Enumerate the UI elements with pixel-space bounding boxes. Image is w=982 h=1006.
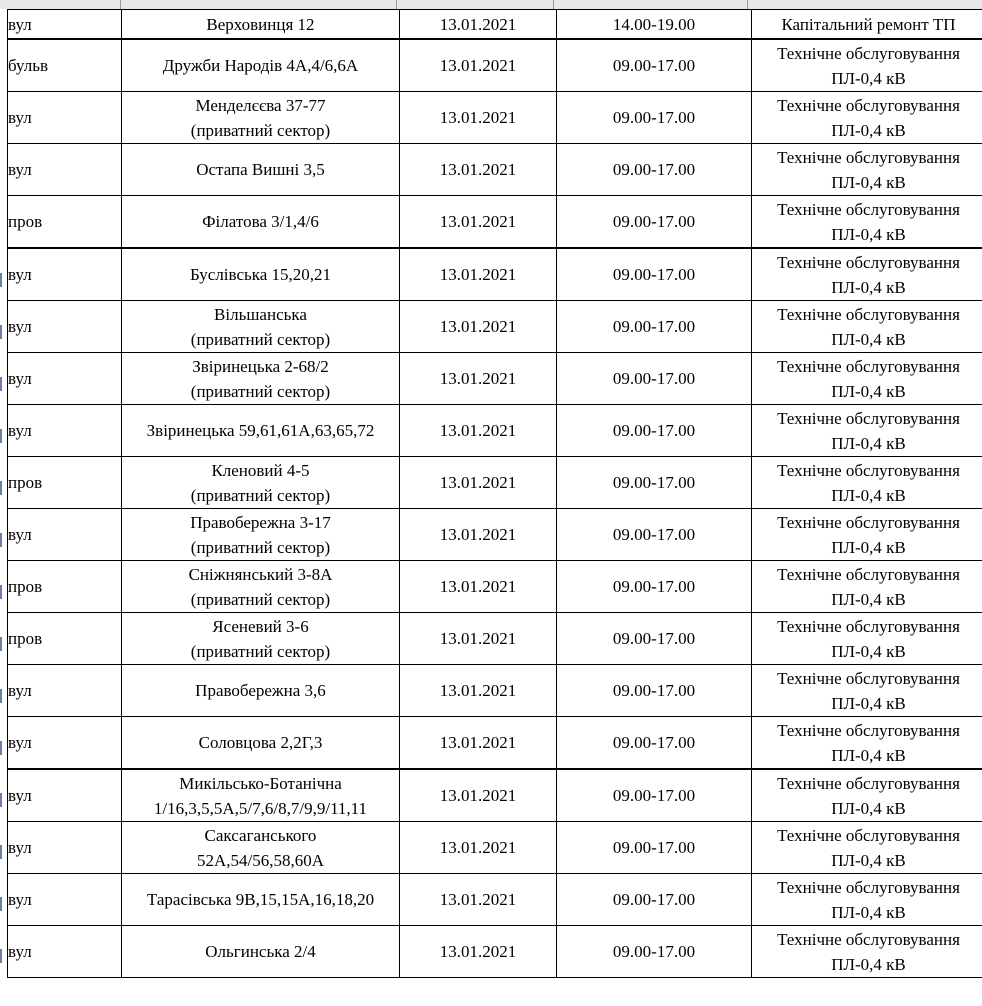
address-cell-line: (приватний сектор) (190, 120, 331, 140)
time-cell[interactable]: 09.00-17.00 (557, 769, 752, 822)
table-row (8, 39, 982, 92)
address-cell-line: Саксаганського (204, 825, 317, 845)
work-type-cell-line: Технічне обслуговування (777, 252, 960, 272)
address-cell-line: Менделєєва 37-77 (195, 95, 326, 115)
address-cell-line: (приватний сектор) (190, 329, 331, 349)
date-cell[interactable]: 13.01.2021 (400, 405, 557, 457)
address-cell[interactable] (122, 248, 400, 301)
date-cell[interactable]: 13.01.2021 (400, 301, 557, 353)
address-cell-line: 52А,54/56,58,60А (196, 850, 325, 870)
time-cell[interactable]: 09.00-17.00 (557, 509, 752, 561)
address-cell-line: Філатова 3/1,4/6 (202, 212, 319, 231)
address-cell-line: (приватний сектор) (190, 589, 331, 609)
address-cell[interactable] (122, 561, 400, 613)
date-cell[interactable]: 13.01.2021 (400, 196, 557, 249)
work-type-cell-line: Технічне обслуговування (777, 668, 960, 688)
address-cell-line: 1/16,3,5,5А,5/7,6/8,7/9,9/11,11 (153, 798, 368, 818)
street-type-cell[interactable]: вул (8, 405, 122, 457)
table-row (8, 92, 982, 144)
street-type-cell[interactable]: вул (8, 10, 122, 40)
left-edge-markers (0, 9, 7, 1006)
work-type-cell[interactable] (752, 353, 982, 405)
address-cell[interactable] (122, 926, 400, 978)
work-type-cell-line: Технічне обслуговування (777, 460, 960, 480)
column-divider (120, 0, 121, 9)
address-cell[interactable] (122, 769, 400, 822)
street-type-cell[interactable]: пров (8, 613, 122, 665)
row-edge-marker (0, 741, 7, 755)
row-edge-marker (0, 481, 7, 495)
date-cell[interactable]: 13.01.2021 (400, 457, 557, 509)
address-cell[interactable] (122, 613, 400, 665)
date-cell[interactable]: 13.01.2021 (400, 665, 557, 717)
address-cell[interactable] (122, 39, 400, 92)
table-row (8, 457, 982, 509)
address-cell-line: Звіринецька 59,61,61А,63,65,72 (146, 421, 375, 440)
work-type-cell-line: ПЛ-0,4 кВ (831, 329, 906, 349)
work-type-cell[interactable] (752, 926, 982, 978)
work-type-cell[interactable] (752, 561, 982, 613)
address-cell[interactable] (122, 10, 400, 40)
address-cell[interactable] (122, 144, 400, 196)
work-type-cell-line: Технічне обслуговування (777, 95, 960, 115)
street-type-cell[interactable]: вул (8, 665, 122, 717)
table-row (8, 926, 982, 978)
work-type-cell-line: Технічне обслуговування (777, 564, 960, 584)
work-type-cell[interactable] (752, 405, 982, 457)
work-type-cell[interactable] (752, 248, 982, 301)
date-cell[interactable]: 13.01.2021 (400, 874, 557, 926)
street-type-cell[interactable]: пров (8, 457, 122, 509)
row-edge-marker (0, 273, 7, 287)
time-cell[interactable]: 09.00-17.00 (557, 196, 752, 249)
address-cell-line: Звіринецька 2-68/2 (192, 356, 329, 376)
time-cell[interactable]: 14.00-19.00 (557, 10, 752, 40)
address-cell[interactable] (122, 92, 400, 144)
street-type-cell[interactable]: вул (8, 926, 122, 978)
address-cell[interactable] (122, 717, 400, 770)
work-type-cell-line: ПЛ-0,4 кВ (831, 277, 906, 297)
work-type-cell[interactable] (752, 874, 982, 926)
row-edge-marker (0, 897, 7, 911)
row-edge-marker (0, 585, 7, 599)
table-row (8, 665, 982, 717)
work-type-cell-line: Технічне обслуговування (777, 616, 960, 636)
address-cell-line: Ольгинська 2/4 (205, 942, 316, 961)
work-type-cell-line: ПЛ-0,4 кВ (831, 68, 906, 88)
time-cell[interactable]: 09.00-17.00 (557, 144, 752, 196)
address-cell-line: Дружби Народів 4А,4/6,6А (162, 56, 359, 75)
time-cell[interactable]: 09.00-17.00 (557, 405, 752, 457)
address-cell-line: (приватний сектор) (190, 537, 331, 557)
work-type-cell[interactable] (752, 144, 982, 196)
table-row (8, 301, 982, 353)
row-edge-marker (0, 533, 7, 547)
work-type-cell[interactable] (752, 39, 982, 92)
row-edge-marker (0, 429, 7, 443)
work-type-cell[interactable] (752, 665, 982, 717)
work-type-cell-line: ПЛ-0,4 кВ (831, 745, 906, 765)
table-row (8, 405, 982, 457)
work-type-cell[interactable] (752, 10, 982, 40)
address-cell[interactable] (122, 822, 400, 874)
table-row (8, 144, 982, 196)
address-cell[interactable] (122, 301, 400, 353)
work-type-cell-line: ПЛ-0,4 кВ (831, 224, 906, 244)
address-cell-line: Остапа Вишні 3,5 (196, 160, 325, 179)
address-cell-line: (приватний сектор) (190, 381, 331, 401)
work-type-cell-line: Технічне обслуговування (777, 199, 960, 219)
date-cell[interactable]: 13.01.2021 (400, 561, 557, 613)
address-cell[interactable] (122, 405, 400, 457)
row-edge-marker (0, 637, 7, 651)
work-type-cell-line: Технічне обслуговування (777, 720, 960, 740)
row-edge-marker (0, 845, 7, 859)
table-row (8, 10, 982, 40)
table-row (8, 196, 982, 249)
time-cell[interactable]: 09.00-17.00 (557, 92, 752, 144)
work-type-cell[interactable] (752, 457, 982, 509)
work-type-cell-line: Капітальний ремонт ТП (781, 14, 956, 34)
work-type-cell-line: ПЛ-0,4 кВ (831, 120, 906, 140)
table-row (8, 613, 982, 665)
address-cell[interactable] (122, 665, 400, 717)
work-type-cell-line: Технічне обслуговування (777, 304, 960, 324)
work-type-cell-line: ПЛ-0,4 кВ (831, 641, 906, 661)
time-cell[interactable]: 09.00-17.00 (557, 457, 752, 509)
street-type-cell[interactable]: вул (8, 301, 122, 353)
address-cell[interactable] (122, 457, 400, 509)
date-cell[interactable]: 13.01.2021 (400, 717, 557, 770)
time-cell[interactable]: 09.00-17.00 (557, 353, 752, 405)
address-cell-line: Верховинця 12 (206, 14, 315, 34)
time-cell[interactable]: 09.00-17.00 (557, 926, 752, 978)
column-divider (747, 0, 748, 9)
work-type-cell-line: ПЛ-0,4 кВ (831, 850, 906, 870)
work-type-cell-line: ПЛ-0,4 кВ (831, 954, 906, 974)
date-cell[interactable]: 13.01.2021 (400, 353, 557, 405)
work-type-cell-line: ПЛ-0,4 кВ (831, 381, 906, 401)
street-type-cell[interactable]: вул (8, 509, 122, 561)
work-type-cell-line: ПЛ-0,4 кВ (831, 433, 906, 453)
work-type-cell-line: ПЛ-0,4 кВ (831, 798, 906, 818)
street-type-cell[interactable]: вул (8, 822, 122, 874)
address-cell[interactable] (122, 509, 400, 561)
date-cell[interactable]: 13.01.2021 (400, 39, 557, 92)
work-type-cell-line: Технічне обслуговування (777, 43, 960, 63)
work-type-cell-line: Технічне обслуговування (777, 512, 960, 532)
date-cell[interactable]: 13.01.2021 (400, 926, 557, 978)
table-row (8, 353, 982, 405)
address-cell-line: Буслівська 15,20,21 (189, 265, 332, 284)
time-cell[interactable]: 09.00-17.00 (557, 717, 752, 770)
work-type-cell-line: Технічне обслуговування (777, 773, 960, 793)
column-divider (553, 0, 554, 9)
address-cell-line: Соловцова 2,2Г,3 (198, 733, 323, 752)
date-cell[interactable]: 13.01.2021 (400, 613, 557, 665)
row-edge-marker (0, 377, 7, 391)
address-cell-line: Ясеневий 3-6 (212, 616, 309, 636)
address-cell-line: Микільсько-Ботанічна (179, 773, 342, 793)
date-cell[interactable]: 13.01.2021 (400, 144, 557, 196)
date-cell[interactable]: 13.01.2021 (400, 10, 557, 40)
work-type-cell[interactable] (752, 92, 982, 144)
time-cell[interactable]: 09.00-17.00 (557, 301, 752, 353)
address-cell-line: Кленовий 4-5 (211, 460, 310, 480)
date-cell[interactable]: 13.01.2021 (400, 769, 557, 822)
row-edge-marker (0, 689, 7, 703)
date-cell[interactable]: 13.01.2021 (400, 248, 557, 301)
row-edge-marker (0, 949, 7, 963)
address-cell-line: Тарасівська 9В,15,15А,16,18,20 (146, 890, 375, 909)
address-cell-line: Сніжнянський 3-8А (188, 564, 333, 584)
table-row (8, 822, 982, 874)
time-cell[interactable]: 09.00-17.00 (557, 665, 752, 717)
street-type-cell[interactable]: пров (8, 196, 122, 249)
work-type-cell-line: Технічне обслуговування (777, 356, 960, 376)
work-type-cell[interactable] (752, 822, 982, 874)
date-cell[interactable]: 13.01.2021 (400, 92, 557, 144)
work-type-cell-line: Технічне обслуговування (777, 877, 960, 897)
table-row (8, 248, 982, 301)
work-type-cell-line: Технічне обслуговування (777, 147, 960, 167)
street-type-cell[interactable]: вул (8, 353, 122, 405)
row-edge-marker (0, 793, 7, 807)
address-cell[interactable] (122, 353, 400, 405)
street-type-cell[interactable]: вул (8, 874, 122, 926)
time-cell[interactable]: 09.00-17.00 (557, 822, 752, 874)
work-type-cell[interactable] (752, 509, 982, 561)
table-row (8, 769, 982, 822)
outage-schedule-table (7, 9, 982, 978)
time-cell[interactable]: 09.00-17.00 (557, 613, 752, 665)
work-type-cell-line: ПЛ-0,4 кВ (831, 537, 906, 557)
work-type-cell[interactable] (752, 196, 982, 249)
work-type-cell[interactable] (752, 717, 982, 770)
date-cell[interactable]: 13.01.2021 (400, 822, 557, 874)
work-type-cell-line: ПЛ-0,4 кВ (831, 589, 906, 609)
time-cell[interactable]: 09.00-17.00 (557, 874, 752, 926)
work-type-cell-line: Технічне обслуговування (777, 408, 960, 428)
work-type-cell[interactable] (752, 301, 982, 353)
work-type-cell-line: ПЛ-0,4 кВ (831, 693, 906, 713)
address-cell[interactable] (122, 874, 400, 926)
time-cell[interactable]: 09.00-17.00 (557, 248, 752, 301)
table-row (8, 717, 982, 770)
street-type-cell[interactable]: вул (8, 92, 122, 144)
column-divider (396, 0, 397, 9)
table-row (8, 561, 982, 613)
street-type-cell[interactable]: бульв (8, 39, 122, 92)
work-type-cell-line: Технічне обслуговування (777, 825, 960, 845)
time-cell[interactable]: 09.00-17.00 (557, 561, 752, 613)
street-type-cell[interactable]: вул (8, 769, 122, 822)
address-cell-line: Вільшанська (214, 304, 307, 324)
work-type-cell[interactable] (752, 613, 982, 665)
time-cell[interactable]: 09.00-17.00 (557, 39, 752, 92)
table-row (8, 509, 982, 561)
street-type-cell[interactable]: вул (8, 144, 122, 196)
street-type-cell[interactable]: вул (8, 717, 122, 770)
street-type-cell[interactable]: пров (8, 561, 122, 613)
address-cell-line: (приватний сектор) (190, 485, 331, 505)
address-cell[interactable] (122, 196, 400, 249)
address-cell-line: Правобережна 3,6 (195, 681, 326, 700)
address-cell-line: Правобережна 3-17 (190, 512, 331, 532)
street-type-cell[interactable]: вул (8, 248, 122, 301)
table-row (8, 874, 982, 926)
work-type-cell-line: ПЛ-0,4 кВ (831, 485, 906, 505)
address-cell-line: (приватний сектор) (190, 641, 331, 661)
work-type-cell-line: ПЛ-0,4 кВ (831, 172, 906, 192)
date-cell[interactable]: 13.01.2021 (400, 509, 557, 561)
row-edge-marker (0, 325, 7, 339)
work-type-cell-line: ПЛ-0,4 кВ (831, 902, 906, 922)
work-type-cell[interactable] (752, 769, 982, 822)
work-type-cell-line: Технічне обслуговування (777, 929, 960, 949)
